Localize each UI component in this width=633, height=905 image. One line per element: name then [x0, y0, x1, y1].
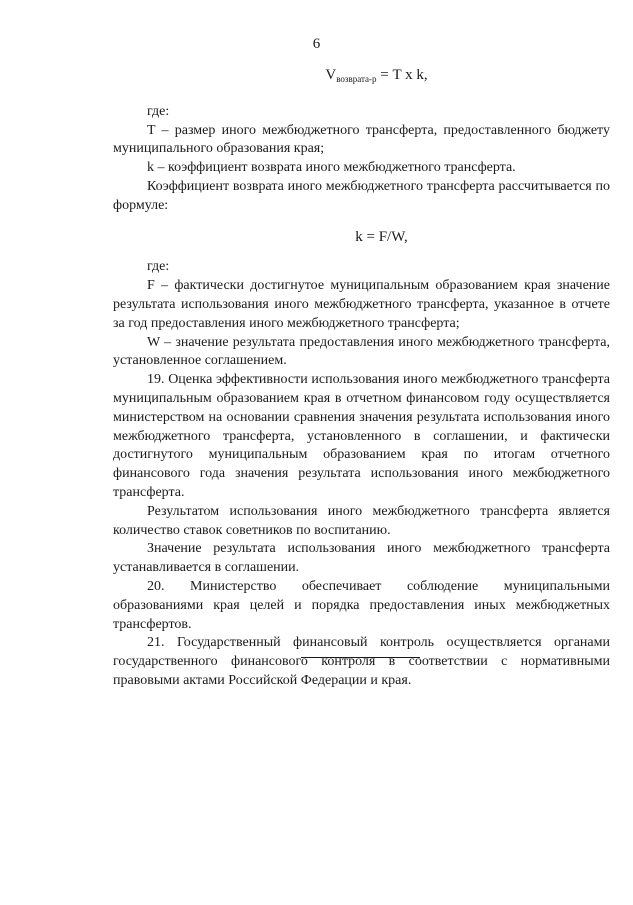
- paragraph-item-21: 21. Государственный финансовый контроль осуществляется органами государственного финансового контроля в соответствии с нормативными правовыми актами Российской Федерации и края.: [113, 635, 610, 688]
- formula-return-main: V: [325, 67, 337, 83]
- end-of-document-line: [301, 657, 420, 658]
- formula-return-volume: [113, 66, 610, 89]
- coefficient-intro: Коэффициент возврата иного межбюджетного трансферта рассчитывается по формуле:: [113, 178, 610, 213]
- definition-w: W – значение результата предоставления иного межбюджетного трансферта, установленное соглашением.: [113, 334, 610, 369]
- definition-t: T – размер иного межбюджетного трансферта, предоставленного бюджету муниципального образования края;: [113, 122, 610, 157]
- paragraph-result: Результатом использования иного межбюджетного трансферта является количество ставок советников по воспитанию.: [113, 503, 610, 538]
- formula-return-subscript: возврата-р: [336, 74, 377, 84]
- formula-return-rest: = T x k,: [376, 67, 428, 83]
- document-body: [113, 66, 610, 691]
- paragraph-item-20: 20. Министерство обеспечивает соблюдение муниципальными образованиями края целей и порядка предоставления иных межбюджетных трансфертов.: [113, 578, 610, 632]
- paragraph-result-value: Значение результата использования иного межбюджетного трансферта устанавливается в соглашении.: [113, 541, 610, 576]
- formula-coefficient: k = F/W,: [355, 228, 408, 245]
- where-label-1: где:: [147, 103, 170, 119]
- paragraph-item-19: 19. Оценка эффективности использования иного межбюджетного трансферта муниципальным образованием края в отчетном финансовом году осуществляется министерством на основании сравнения значения результата использования иного межбюджетного трансферта, установленного в соглашении, и фактически достигнутого муниципальным образованием края по итогам отчетного финансового года значения результата использования иного межбюджетного трансферта.: [113, 372, 610, 500]
- definition-f: F – фактически достигнутое муниципальным образованием края значение результата использования иного межбюджетного трансферта, указанное в отчете за год предоставления иного межбюджетного трансферта;: [113, 278, 610, 331]
- definition-k: k – коэффициент возврата иного межбюджетного трансферта.: [147, 160, 516, 176]
- page-number: 6: [312, 36, 321, 52]
- where-label-2: где:: [147, 259, 170, 275]
